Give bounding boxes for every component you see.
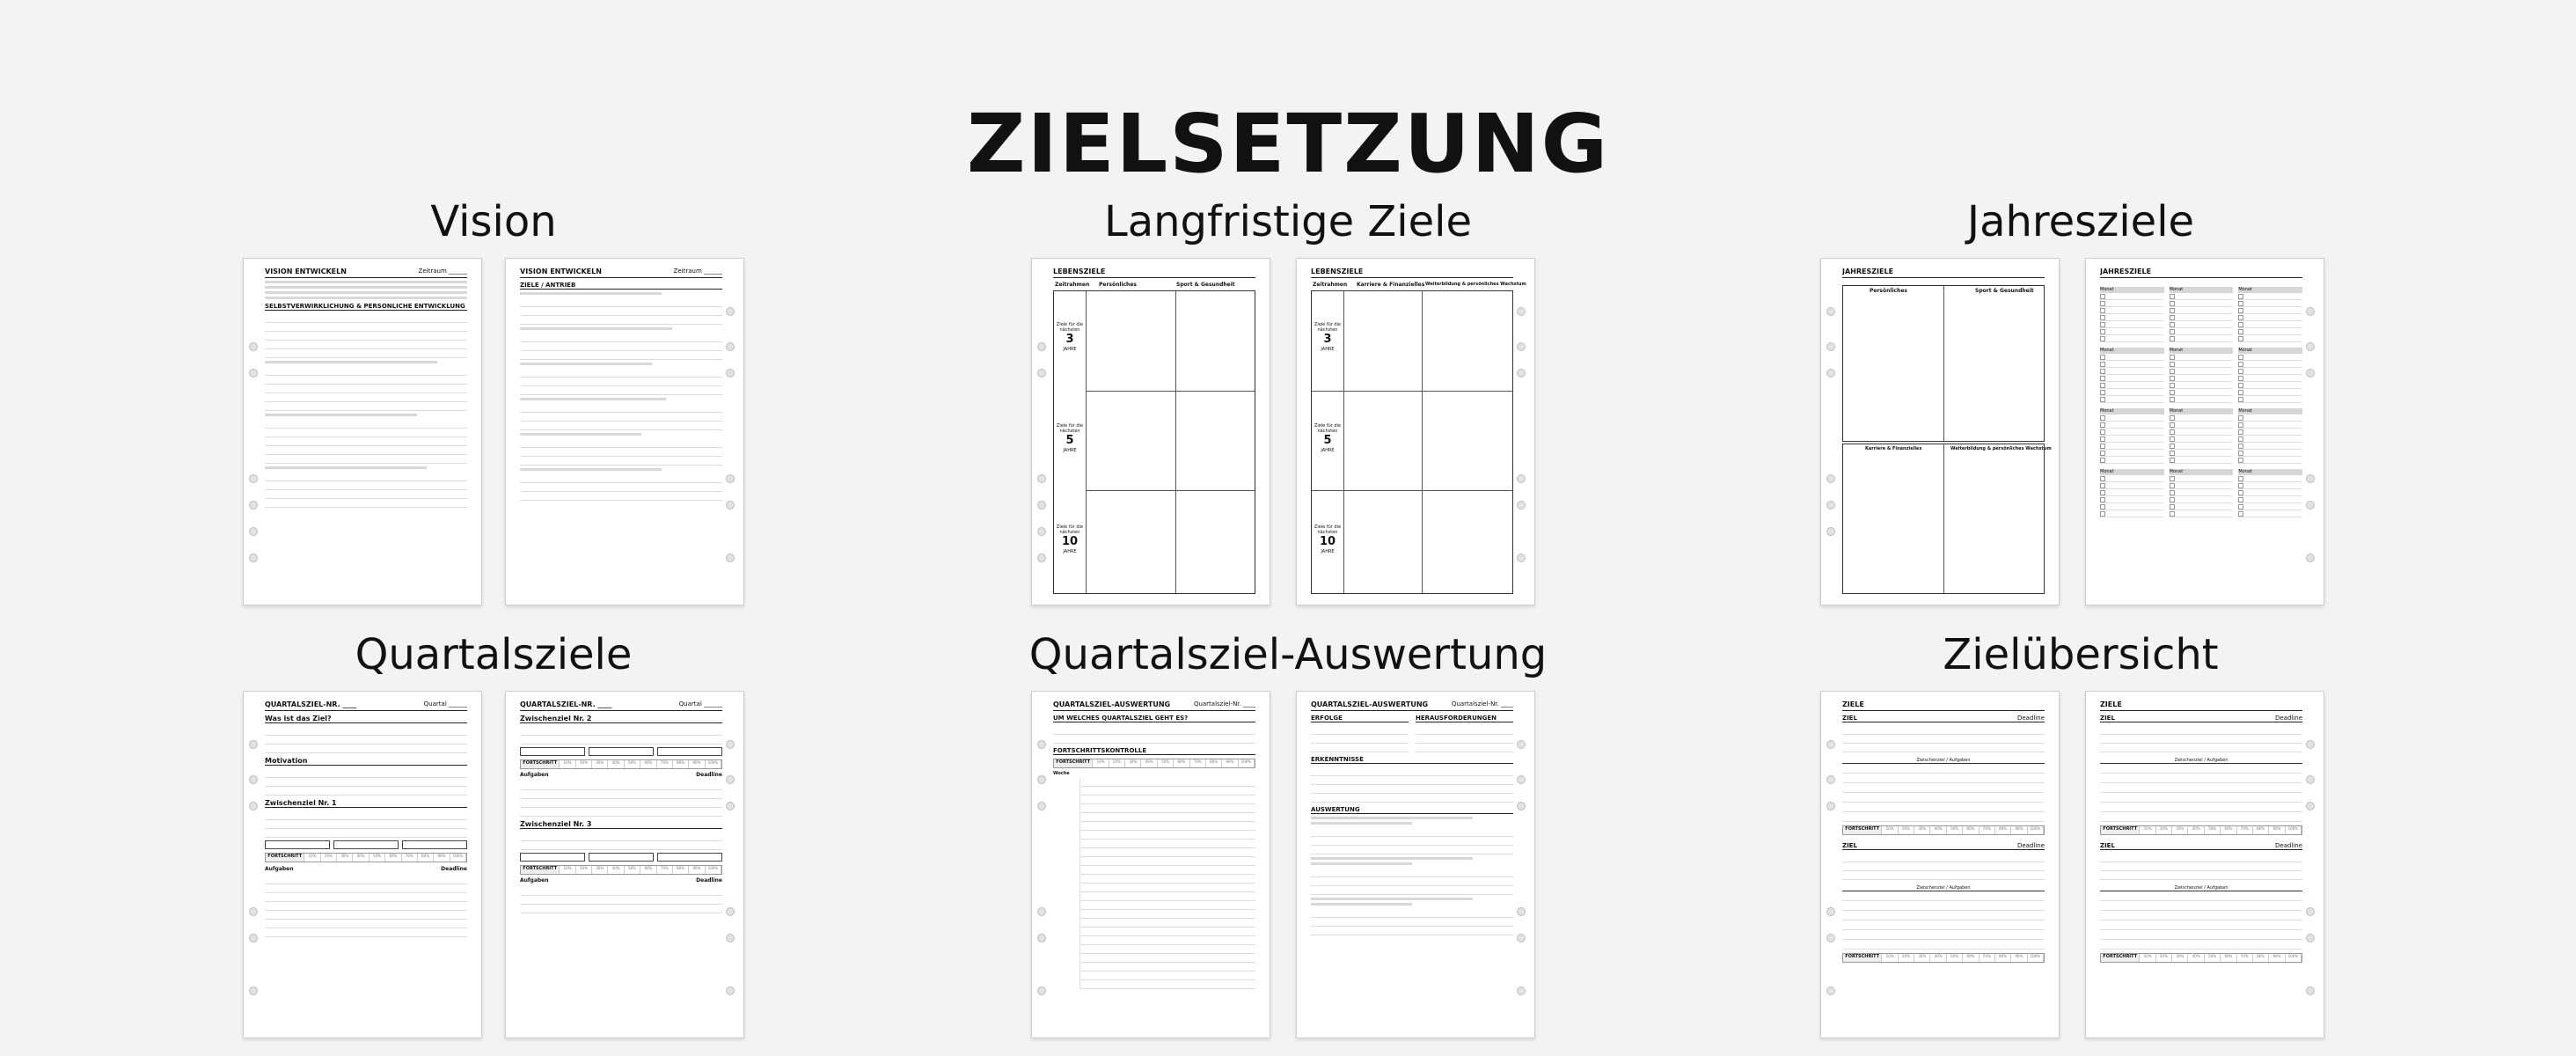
progress-bar: FORTSCHRITT 10% 20% 30% 40% 50% 60% 70% 80% 90% 100%	[1053, 759, 1255, 768]
month-label: Monat	[2170, 408, 2234, 414]
progress-bar: FORTSCHRITT 10% 20% 30% 40% 50% 60% 70% 80% 90% 100%	[265, 853, 467, 862]
goal-row: ZIEL Deadline	[2100, 715, 2302, 722]
page-header: LEBENSZIELE	[1311, 268, 1513, 278]
column-header: Zwischenziel / Aufgaben	[1842, 885, 2045, 891]
section-title-jahresziele: Jahresziele	[1966, 197, 2195, 246]
goal-row: ZIEL Deadline	[1842, 715, 2045, 722]
page-header: QUARTALSZIEL-AUSWERTUNG Quartalsziel-Nr. ____	[1311, 700, 1513, 711]
month-label: Monat	[2238, 469, 2302, 475]
goal-heading: Was ist das Ziel?	[265, 715, 467, 723]
page-header: VISION ENTWICKELN Zeitraum ______	[520, 268, 722, 278]
month-label: Monat	[2170, 348, 2234, 354]
evaluation-heading: AUSWERTUNG	[1311, 806, 1513, 814]
week-column-header: Woche	[1053, 771, 1070, 776]
section-title-zieluebersicht: Zielübersicht	[1943, 630, 2219, 679]
page-header: ZIELE	[2100, 700, 2302, 711]
deadline-label: Deadline	[696, 772, 722, 778]
progress-bar: FORTSCHRITT 10% 20% 30% 40% 50% 60% 70% 80% 90% 100%	[2100, 825, 2302, 835]
deadline-label: Deadline	[441, 866, 467, 872]
deadline-label: Deadline	[696, 877, 722, 884]
column-header: Zwischenziel / Aufgaben	[1842, 758, 2045, 764]
page-header: QUARTALSZIEL-AUSWERTUNG Quartalsziel-Nr. ____	[1053, 700, 1255, 711]
langfristige-ziele-page-left: LEBENSZIELE Zeitrahmen Persönliches Sport & Gesundheit Ziele für die nächsten 3 JAHRE Ziele für die nächsten 5 JAHRE Ziele für die nächsten 10 JAHRE	[1031, 258, 1270, 605]
milestone-heading: Zwischenziel Nr. 3	[520, 820, 722, 829]
page-subheader: ZIELE / ANTRIEB	[520, 282, 722, 290]
month-label: Monat	[2100, 287, 2164, 293]
zieluebersicht-page-right	[2085, 691, 2324, 1038]
column-header: Weiterbildung & persönliches Wachstum	[1950, 446, 2052, 451]
langfristige-ziele-page-right: LEBENSZIELE Zeitrahmen Karriere & Finanzielles Weiterbildung & persönliches Wachstum Ziele für die nächsten 3 JAHRE Ziele für die nächsten 5 JAHRE Ziele für die nächsten 10 JAHRE	[1296, 258, 1535, 605]
column-header: Karriere & Finanzielles	[1865, 446, 1922, 451]
tasks-label: Aufgaben	[520, 772, 549, 778]
progress-bar: FORTSCHRITT 10% 20% 30% 40% 50% 60% 70% 80% 90% 100%	[520, 865, 722, 875]
goal-row: ZIEL Deadline	[1842, 842, 2045, 849]
milestone-heading: Zwischenziel Nr. 2	[520, 715, 722, 723]
column-header: Zeitrahmen	[1313, 282, 1348, 288]
challenges-heading: HERAUSFORDERUNGEN	[1416, 715, 1513, 722]
motivation-heading: Motivation	[265, 757, 467, 766]
progress-bar: FORTSCHRITT 10% 20% 30% 40% 50% 60% 70% 80% 90% 100%	[2100, 953, 2302, 963]
column-header: Zwischenziel / Aufgaben	[2100, 885, 2302, 891]
column-header: Persönliches	[1870, 288, 1907, 294]
insights-heading: ERKENNTNISSE	[1311, 756, 1513, 764]
column-header: Zeitrahmen	[1055, 282, 1090, 288]
quartalsziele-page-left	[243, 691, 482, 1038]
page-header: ZIELE	[1842, 700, 2045, 711]
month-label: Monat	[2100, 469, 2164, 475]
vision-page-right	[505, 258, 744, 605]
jahresziele-page-right	[2085, 258, 2324, 605]
column-header: Persönliches	[1099, 282, 1137, 288]
month-label: Monat	[2170, 287, 2234, 293]
progress-bar: FORTSCHRITT 10% 20% 30% 40% 50% 60% 70% 80% 90% 100%	[1842, 953, 2045, 963]
milestone-heading: Zwischenziel Nr. 1	[265, 799, 467, 808]
month-label: Monat	[2100, 408, 2164, 414]
section-title-vision: Vision	[430, 197, 557, 246]
auswertung-page-left	[1031, 691, 1270, 1038]
section-title-quartalsziele: Quartalsziele	[355, 630, 633, 679]
page-subheader: UM WELCHES QUARTALSZIEL GEHT ES?	[1053, 715, 1255, 722]
page-header: JAHRESZIELE	[2100, 268, 2302, 278]
column-header: Weiterbildung & persönliches Wachstum	[1425, 282, 1526, 287]
progress-control-heading: FORTSCHRITTSKONTROLLE	[1053, 747, 1255, 755]
column-header: Karriere & Finanzielles	[1357, 282, 1425, 288]
tasks-label: Aufgaben	[265, 866, 294, 872]
column-header: Sport & Gesundheit	[1975, 288, 2034, 294]
month-label: Monat	[2100, 348, 2164, 354]
quartalsziele-page-right	[505, 691, 744, 1038]
jahresziele-page-left	[1820, 258, 2060, 605]
section-title-quartalsziel-auswertung: Quartalsziel-Auswertung	[1028, 630, 1548, 679]
section-title-langfristige-ziele: Langfristige Ziele	[1103, 197, 1473, 246]
successes-heading: ERFOLGE	[1311, 715, 1409, 722]
column-header: Zwischenziel / Aufgaben	[2100, 758, 2302, 764]
page-header: QUARTALSZIEL-NR. ____ Quartal ______	[520, 700, 722, 711]
month-label: Monat	[2170, 469, 2234, 475]
goal-row: ZIEL Deadline	[2100, 842, 2302, 849]
month-label: Monat	[2238, 348, 2302, 354]
month-label: Monat	[2238, 408, 2302, 414]
page-header: LEBENSZIELE	[1053, 268, 1255, 278]
tasks-label: Aufgaben	[520, 877, 549, 884]
vision-page-left	[243, 258, 482, 605]
main-title: ZIELSETZUNG	[966, 97, 1610, 191]
month-label: Monat	[2238, 287, 2302, 293]
zieluebersicht-page-left	[1820, 691, 2060, 1038]
progress-bar: FORTSCHRITT 10% 20% 30% 40% 50% 60% 70% 80% 90% 100%	[520, 759, 722, 769]
page-header: QUARTALSZIEL-NR. ____ Quartal ______	[265, 700, 467, 711]
auswertung-page-right	[1296, 691, 1535, 1038]
progress-bar: FORTSCHRITT 10% 20% 30% 40% 50% 60% 70% 80% 90% 100%	[1842, 825, 2045, 835]
page-header: JAHRESZIELE	[1842, 268, 2045, 278]
page-subheader: SELBSTVERWIRKLICHUNG & PERSÖNLICHE ENTWICKLUNG	[265, 303, 467, 311]
column-header: Sport & Gesundheit	[1176, 282, 1235, 288]
page-header: VISION ENTWICKELN Zeitraum ______	[265, 268, 467, 278]
